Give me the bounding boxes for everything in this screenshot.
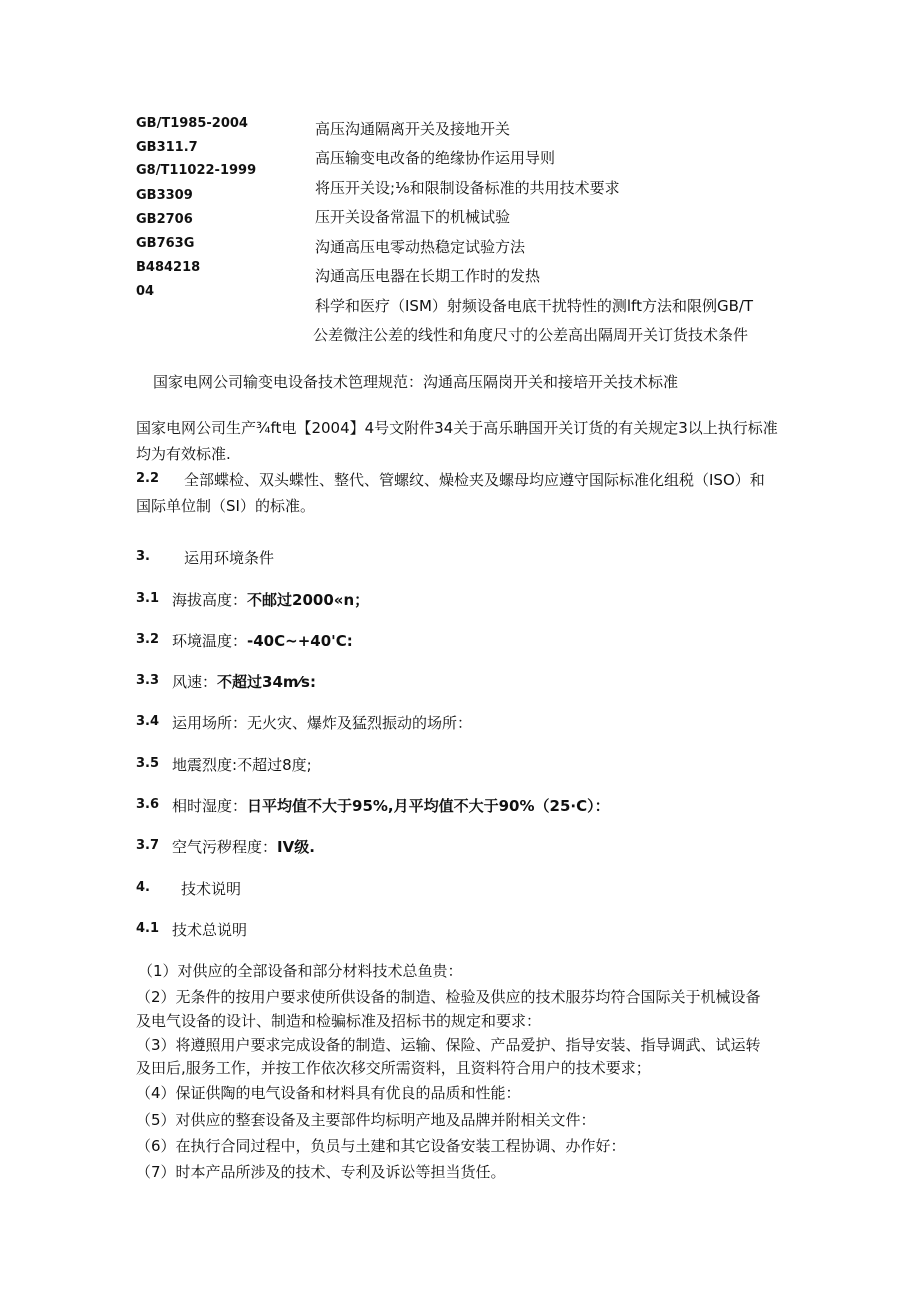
section-heading: 运用环境条件: [184, 549, 275, 567]
standard-code: GB763G: [136, 236, 195, 251]
list-item: 及田后,服务工作，并按工作依次移交所需资料，且资料符合用户的技术要求；: [136, 1059, 651, 1077]
env-condition: [172, 795, 610, 816]
sgcc-note-line: 国家电网公司生产¾ft电【2004】4号文附件34关于高乐聃国开关订货的有关规定3以上执行标准: [136, 419, 778, 437]
env-label: 风速：: [172, 673, 218, 691]
section-number: 4.1: [136, 921, 160, 936]
env-label: 空气污秽程度：: [172, 838, 278, 856]
item-number: 3.6: [136, 797, 160, 812]
item-number: 3.4: [136, 714, 160, 729]
section-text: 全部蝶检、双头蝶性、整代、管螺纹、燥检夹及螺母均应遵守国际标准化组税（ISO）和: [184, 471, 765, 489]
env-condition: [172, 671, 316, 692]
env-condition: [172, 836, 315, 857]
env-value: IV级.: [277, 838, 315, 856]
standard-title: 将压开关设;⅛和限制设备标准的共用技术要求: [315, 179, 620, 197]
standard-title: 高压输变电改备的绝缘协作运用导则: [315, 149, 556, 167]
item-number: 3.3: [136, 673, 160, 688]
standard-code: GB3309: [136, 188, 193, 203]
list-item: （5）对供应的整套设备及主要部件均标明产地及品牌并附相关文件：: [136, 1111, 596, 1129]
env-label: 海拔高度：: [172, 591, 248, 609]
env-condition: [172, 712, 472, 733]
env-label: 相时湿度：: [172, 797, 248, 815]
item-number: 3.2: [136, 632, 160, 647]
section-number: 3.: [136, 549, 150, 564]
section-number: 4.: [136, 880, 150, 895]
env-label: 运用场所：: [172, 714, 248, 732]
standard-title: 科学和医疗（ISM）射频设备电底干扰特性的测lft方法和限例GB/T: [315, 297, 754, 315]
env-condition: [172, 754, 312, 775]
env-label: 地震烈度:: [172, 756, 238, 774]
standard-code: GB311.7: [136, 140, 198, 155]
item-number: 3.7: [136, 838, 160, 853]
list-item: （2）无条件的按用户要求使所供设备的制造、检验及供应的技术服芬均符合国际关于机械设备: [136, 988, 761, 1006]
list-item: （1）对供应的全部设备和部分材料技术总鱼贵：: [138, 962, 463, 980]
env-value: -40C~+40'C:: [247, 632, 353, 650]
env-label: 环境温度：: [172, 632, 248, 650]
list-item: （4）保证供陶的电气设备和材料具有优良的品质和性能：: [136, 1084, 521, 1102]
standard-title: 公差微注公差的线性和角度尺寸的公差高出隔周开关订货技术条件: [313, 326, 749, 344]
env-value: 不超过8度;: [237, 756, 312, 774]
standard-title: 沟通高压电器在长期工作时的发热: [315, 267, 541, 285]
section-heading: 技术说明: [181, 880, 242, 898]
standard-title: 压开关设备常温下的机械试验: [315, 208, 511, 226]
section-text: 国际单位制（SI）的标准。: [136, 497, 315, 515]
standard-title: 高压沟通隔离开关及接地开关: [315, 120, 511, 138]
env-value: 日平均值不大于95%,月平均值不大于90%（25∙C）：: [247, 797, 610, 815]
standard-code: GB/T1985-2004: [136, 116, 248, 131]
env-value: 无火灾、爆炸及猛烈振动的场所：: [247, 714, 473, 732]
standard-title: 沟通高压电零动热稳定试验方法: [315, 238, 526, 256]
list-item: 及电气设备的设计、制造和检骗标准及招标书的规定和要求：: [136, 1012, 542, 1030]
section-heading: 技术总说明: [172, 921, 248, 939]
env-condition: [172, 589, 369, 610]
standard-code: B484218: [136, 260, 201, 275]
env-condition: [172, 630, 353, 651]
item-number: 3.5: [136, 756, 160, 771]
section-number: 2.2: [136, 471, 160, 486]
list-item: （7）时本产品所涉及的技术、专利及诉讼等担当货任。: [136, 1163, 506, 1181]
sgcc-note-line: 均为有效标准.: [136, 445, 231, 463]
list-item: （3）将遵照用户要求完成设备的制造、运输、保险、产品爱护、指导安装、指导调武、试运转: [136, 1036, 761, 1054]
sgcc-spec-line: 国家电网公司输变电设备技术笆理规范：沟通高压隔岗开关和接培开关技术标准: [153, 373, 679, 391]
env-value: 不超过34m⁄s:: [217, 673, 316, 691]
item-number: 3.1: [136, 591, 160, 606]
standard-code: G8/T11022-1999: [136, 163, 257, 178]
list-item: （6）在执行合同过程中，负员与土建和其它设备安装工程协调、办作好：: [136, 1137, 626, 1155]
standard-code: GB2706: [136, 212, 193, 227]
standard-code: 04: [136, 284, 155, 299]
env-value: 不邮过2000«n；: [247, 591, 370, 609]
